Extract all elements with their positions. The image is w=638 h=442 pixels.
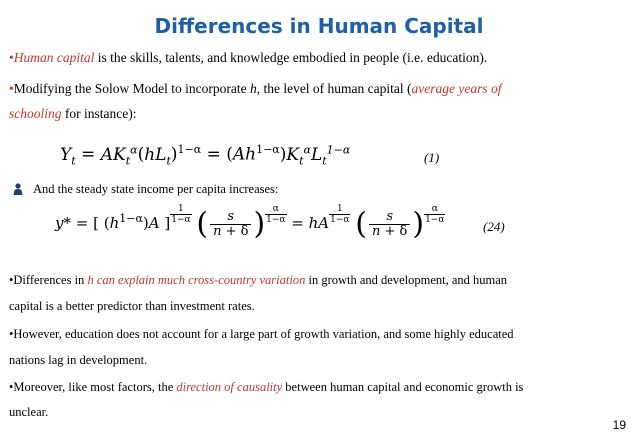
slide-title: Differences in Human Capital [154,14,484,38]
bullet-education: •However, education does not account for a large part of growth variation, and some highly educated [9,327,514,341]
equation-number-24: (24) [483,219,505,234]
steady-state-text: And the steady state income per capita increases: [33,182,279,196]
page-number: 19 [612,418,626,432]
bullet-causality-cont: unclear. [9,405,49,419]
bullet-solow-model-cont: schooling for instance): [9,106,137,121]
equation-production-function: $Y_t = AK_t^\alpha(hL_t)^{1-\alpha} = (Ah^{1-\alpha})K_t^\alpha L_t^{1-\alpha}$ [60,143,351,168]
term-human-capital: Human capital [13,50,95,65]
equation-number-1: (1) [424,150,440,165]
bullet-education-cont: nations lag in development. [9,353,148,367]
equation-steady-state: y* = [ $(h^{1-\alpha})A$ ] $\frac{1}{1-\alpha}$ ( $\frac{s}{n + \delta}$ ) $\frac{\alpha}{1-\alpha}$ = hA $\frac{1}{1-\alpha}$ ( $\frac{s}{n + \delta}$ ) $\frac{\alpha}{1-\alpha}$ [55,204,445,242]
bullet-solow-model: •Modifying the Solow Model to incorporate h, the level of human capital (average years of [9,81,502,96]
bullet-human-capital: •Human capital is the skills, talents, and knowledge embodied in people (i.e. education). [9,50,488,65]
bullet-differences-cont: capital is a better predictor than investment rates. [9,299,255,313]
bullet-causality: •Moreover, like most factors, the direction of causality between human capital and economic growth is [9,380,524,394]
bullet-differences: •Differences in h can explain much cross-country variation in growth and development, and human [9,273,508,287]
person-icon [13,183,23,195]
